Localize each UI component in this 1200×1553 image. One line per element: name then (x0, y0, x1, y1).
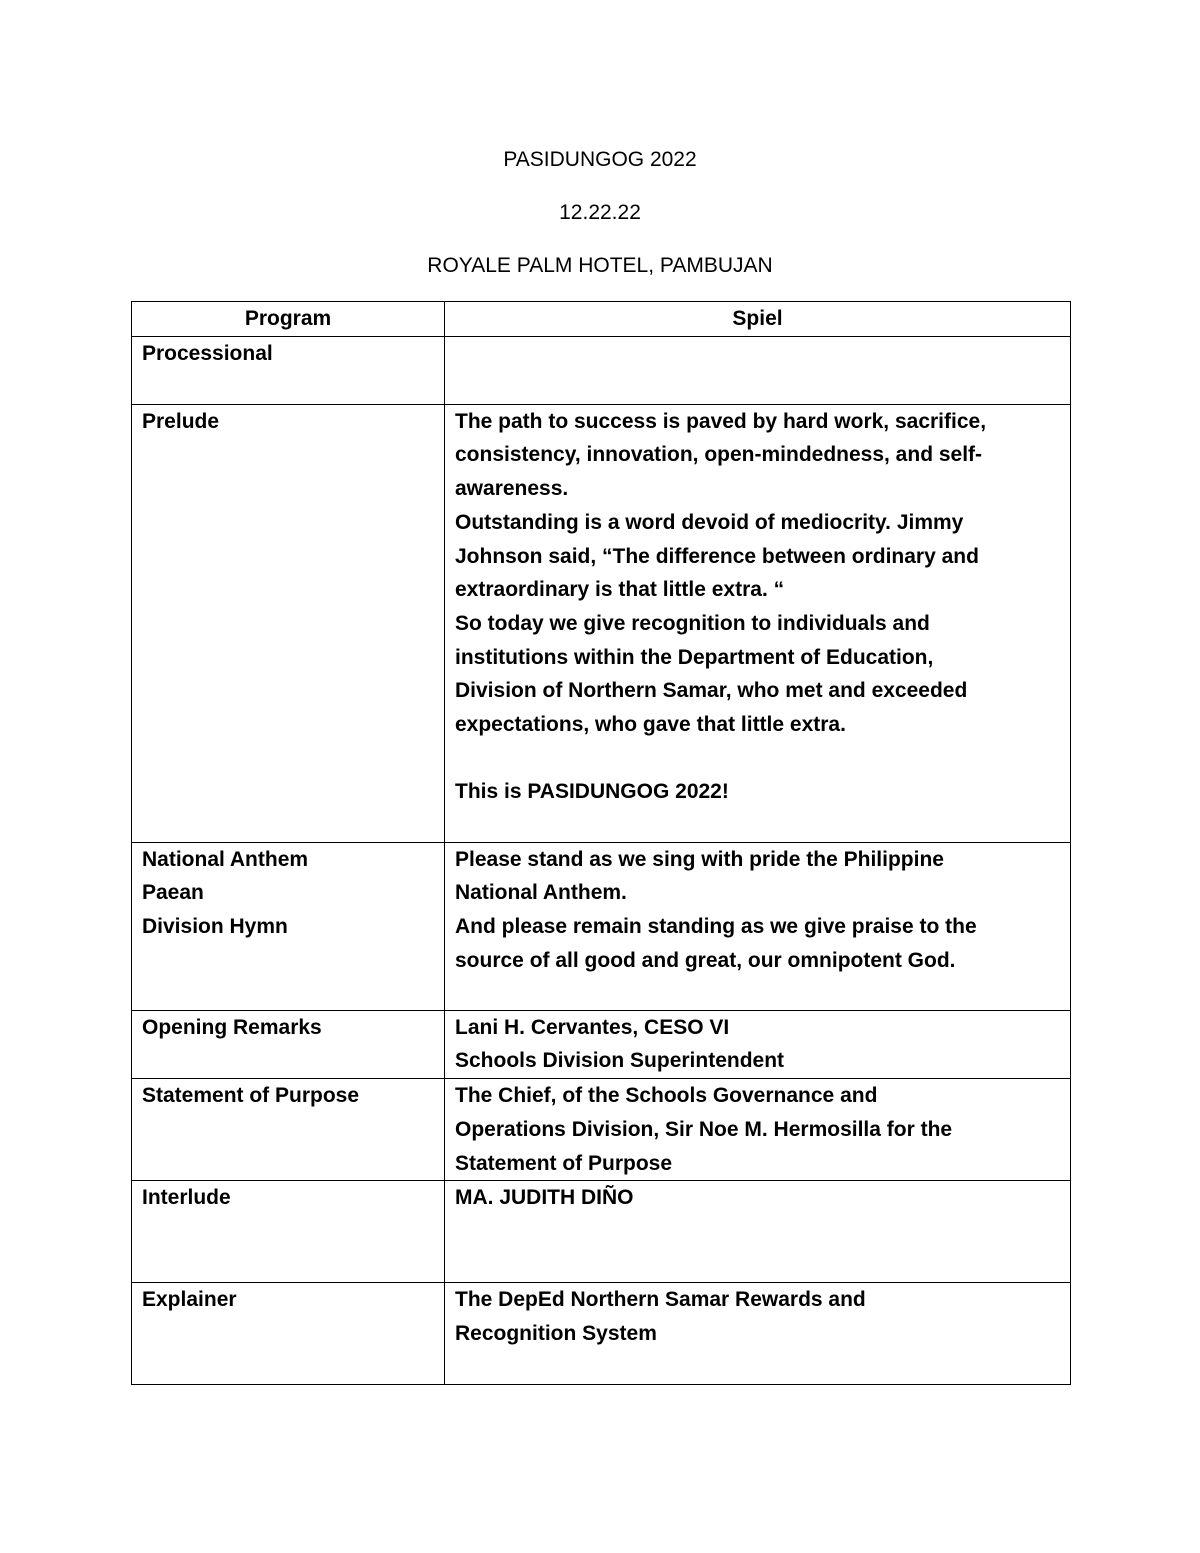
table-row (132, 1181, 1071, 1283)
spiel-cell (445, 1283, 1071, 1385)
spiel-line: Statement of Purpose (455, 1151, 673, 1175)
spiel-line: consistency, innovation, open-mindedness, and self- (455, 443, 983, 467)
table-row (132, 1079, 1071, 1181)
spiel-cell (445, 1010, 1071, 1078)
document-title: PASIDUNGOG 2022 (503, 148, 697, 171)
table-row (132, 404, 1071, 842)
program-item: Division Hymn (142, 915, 288, 939)
program-item: Opening Remarks (142, 1015, 322, 1039)
program-cell (132, 1181, 445, 1283)
program-item: Prelude (142, 409, 220, 433)
program-item: National Anthem (142, 847, 309, 871)
table-row (132, 1010, 1071, 1078)
program-table (131, 301, 1071, 1385)
spiel-cell (445, 404, 1071, 842)
spiel-line: Johnson said, “The difference between ordinary and (455, 544, 979, 568)
table-row (132, 842, 1071, 1010)
program-cell (132, 842, 445, 1010)
spiel-line: expectations, who gave that little extra. (455, 713, 846, 737)
spiel-line: source of all good and great, our omnipotent God. (455, 948, 956, 972)
spiel-cell (445, 1079, 1071, 1181)
spiel-line: Operations Division, Sir Noe M. Hermosilla for the (455, 1117, 953, 1141)
program-item: Statement of Purpose (142, 1084, 360, 1108)
spiel-line: National Anthem. (455, 881, 627, 905)
table-header-row (132, 302, 1071, 337)
spiel-line: Schools Division Superintendent (455, 1049, 785, 1073)
spiel-line: awareness. (455, 477, 569, 501)
spiel-line: extraordinary is that little extra. “ (455, 578, 785, 602)
blank-line (455, 742, 1060, 776)
program-item: Processional (142, 341, 273, 365)
spiel-line: The DepEd Northern Samar Rewards and (455, 1288, 866, 1312)
table-row (132, 1283, 1071, 1385)
program-item: Explainer (142, 1288, 237, 1312)
program-item: Interlude (142, 1186, 231, 1210)
column-header-program: Program (132, 302, 445, 337)
spiel-cell (445, 336, 1071, 404)
spiel-line: Please stand as we sing with pride the Philippine (455, 847, 944, 871)
spiel-line: The Chief, of the Schools Governance and (455, 1084, 878, 1108)
event-venue: ROYALE PALM HOTEL, PAMBUJAN (427, 254, 773, 277)
spiel-line: Division of Northern Samar, who met and exceeded (455, 679, 968, 703)
spiel-line: The path to success is paved by hard work, sacrifice, (455, 409, 987, 433)
program-cell (132, 1079, 445, 1181)
spiel-cell (445, 1181, 1071, 1283)
spiel-line: MA. JUDITH DIÑO (455, 1186, 634, 1210)
spiel-line: This is PASIDUNGOG 2022! (455, 780, 729, 804)
spiel-line: And please remain standing as we give praise to the (455, 915, 977, 939)
program-cell (132, 336, 445, 404)
program-cell (132, 404, 445, 842)
spiel-line: Lani H. Cervantes, CESO VI (455, 1015, 730, 1039)
spiel-line: Recognition System (455, 1321, 657, 1345)
spiel-line: Outstanding is a word devoid of mediocrity. Jimmy (455, 510, 964, 534)
table-row (132, 336, 1071, 404)
program-cell (132, 1283, 445, 1385)
program-item: Paean (142, 881, 204, 905)
column-header-spiel: Spiel (445, 302, 1071, 337)
spiel-line: So today we give recognition to individuals and (455, 611, 930, 635)
spiel-line: institutions within the Department of Education, (455, 645, 934, 669)
program-cell (132, 1010, 445, 1078)
spiel-cell (445, 842, 1071, 1010)
event-date: 12.22.22 (559, 201, 641, 224)
